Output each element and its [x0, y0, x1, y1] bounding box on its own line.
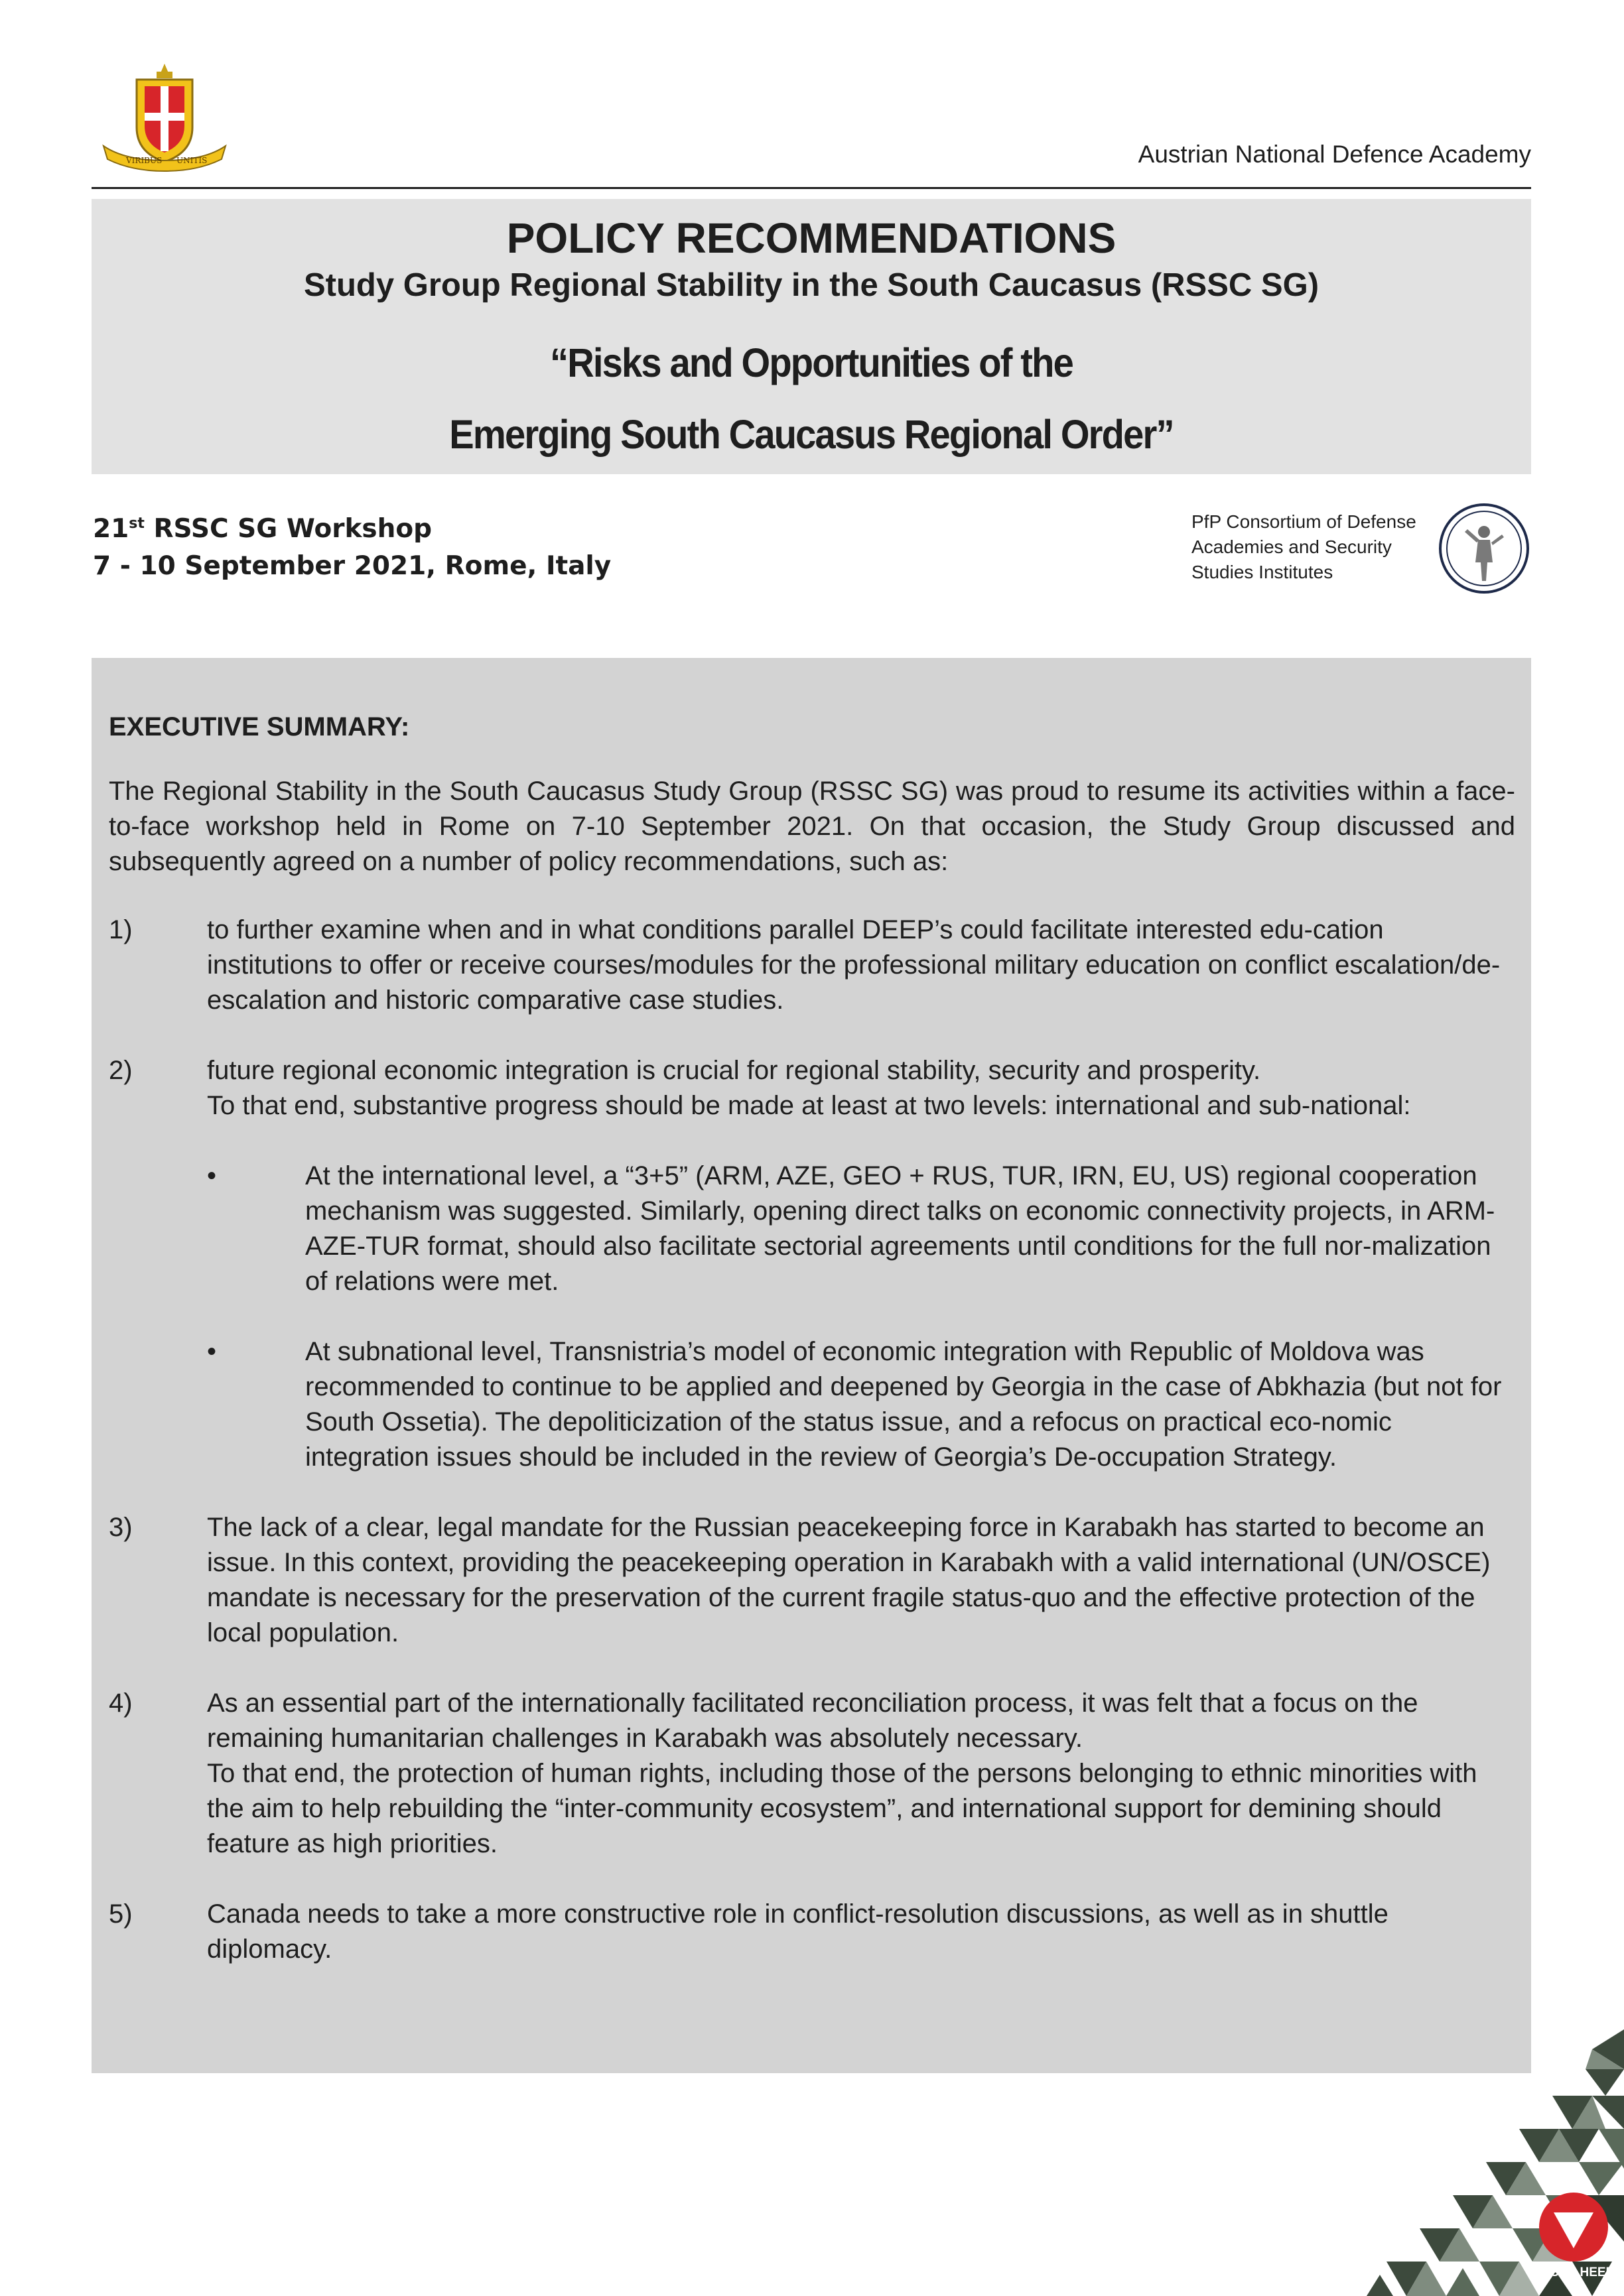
item-text: future regional economic integration is crucial for regional stability, security and prosperity.	[207, 1056, 1261, 1085]
item-text: As an essential part of the internationally facilitated reconciliation process, it was felt that a focus on the remaining humanitarian challenges in Karabakh was absolutely necessary.	[207, 1689, 1418, 1753]
document-subheading: Study Group Regional Stability in the South Caucasus (RSSC SG)	[303, 267, 1320, 303]
item-number: 1)	[109, 915, 133, 944]
bullet-text: At the international level, a “3+5” (ARM, AZE, GEO + RUS, TUR, IRN, EU, US) regional cooperation mechanism was suggested. Similarly, opening direct talks on economic connectivity projects, in ARM-AZE-TUR format, should also facilitate sectorial agreements until conditions for the full nor-malization of relations were met.	[305, 1161, 1495, 1296]
crest-logo	[98, 61, 231, 174]
executive-summary-intro: The Regional Stability in the South Caucasus Study Group (RSSC SG) was proud to resume its activities within a face-to-face workshop held in Rome on 7-10 September 2021. On that occasion, the Study Group discussed and subsequently agreed on a number of policy recommendations, such as:	[109, 777, 1515, 876]
bullet-glyph: •	[207, 1337, 217, 1366]
document-title-line-2: Emerging South Caucasus Regional Order”	[449, 412, 1174, 457]
bullet-text: At subnational level, Transnistria’s model of economic integration with Republic of Moldova was recommended to continue to be applied and deepened by Georgia in the case of Abkhazia (but not for South Ossetia). The depoliticization of the status issue, and a refocus on practical eco-nomic integration issues should be included in the review of Georgia’s De-occupation Strategy.	[305, 1337, 1502, 1472]
item-number: 5)	[109, 1899, 133, 1929]
sub-bullet-item	[207, 1159, 1515, 1299]
svg-text:VIRIBUS: VIRIBUS	[126, 156, 163, 165]
item-number: 4)	[109, 1689, 133, 1718]
workshop-name-line	[93, 505, 611, 548]
workshop-info	[93, 505, 611, 585]
executive-summary-heading: EXECUTIVE SUMMARY:	[109, 712, 410, 741]
recommendation-item	[109, 913, 1515, 1018]
workshop-name: RSSC SG Workshop	[153, 514, 433, 544]
pfp-line-1: PfP Consortium of Defense	[1191, 511, 1416, 532]
item-number: 2)	[109, 1056, 133, 1085]
header-divider	[92, 187, 1531, 189]
document-title-line-1: “Risks and Opportunities of the	[550, 340, 1073, 385]
item-text-continued: To that end, the protection of human rights, including those of the persons belonging to ethnic minorities with the aim to help rebuilding the “inter-community ecosystem”, and international support for demining should feature as high priorities.	[207, 1759, 1477, 1858]
workshop-date-location: 7 - 10 September 2021, Rome, Italy	[93, 551, 612, 581]
executive-summary-content	[109, 710, 1515, 1967]
unser-heer-label: UNSER HEER	[1532, 2265, 1615, 2279]
item-text-continued: To that end, substantive progress should be made at least at two levels: international and sub-national:	[207, 1091, 1411, 1120]
pfp-line-3: Studies Institutes	[1191, 562, 1333, 582]
item-text: Canada needs to take a more constructive role in conflict-resolution discussions, as well as in shuttle diplomacy.	[207, 1899, 1388, 1964]
svg-text:UNITIS: UNITIS	[176, 156, 208, 165]
recommendation-item	[109, 1897, 1515, 1967]
executive-summary-box	[92, 658, 1531, 2073]
workshop-number: 21	[93, 514, 129, 544]
item-text: to further examine when and in what conditions parallel DEEP’s could facilitate interested edu-cation institutions to offer or receive courses/modules for the professional military education on conflict escalation/de-escalation and historic comparative case studies.	[207, 915, 1501, 1015]
item-text: The lack of a clear, legal mandate for the Russian peacekeeping force in Karabakh has started to become an issue. In this context, providing the peacekeeping operation in Karabakh with a valid international (UN/OSCE) mandate is necessary for the preservation of the current fragile status-quo and the effective protection of the local population.	[207, 1513, 1491, 1647]
title-box	[92, 199, 1531, 474]
workshop-ordinal: st	[129, 515, 145, 532]
pfp-consortium-text	[1191, 509, 1416, 585]
recommendation-item	[109, 1686, 1515, 1862]
item-number: 3)	[109, 1513, 133, 1542]
bullet-glyph: •	[207, 1161, 217, 1190]
unser-heer-logo	[1367, 2029, 1624, 2296]
organization-name: Austrian National Defence Academy	[1138, 141, 1531, 168]
sub-bullet-list	[207, 1159, 1515, 1475]
recommendation-item	[109, 1053, 1515, 1475]
pfp-line-2: Academies and Security	[1191, 537, 1392, 557]
sub-bullet-item	[207, 1334, 1515, 1475]
document-heading: POLICY RECOMMENDATIONS	[506, 214, 1116, 262]
pfp-consortium-logo	[1438, 503, 1530, 594]
recommendation-item	[109, 1510, 1515, 1651]
